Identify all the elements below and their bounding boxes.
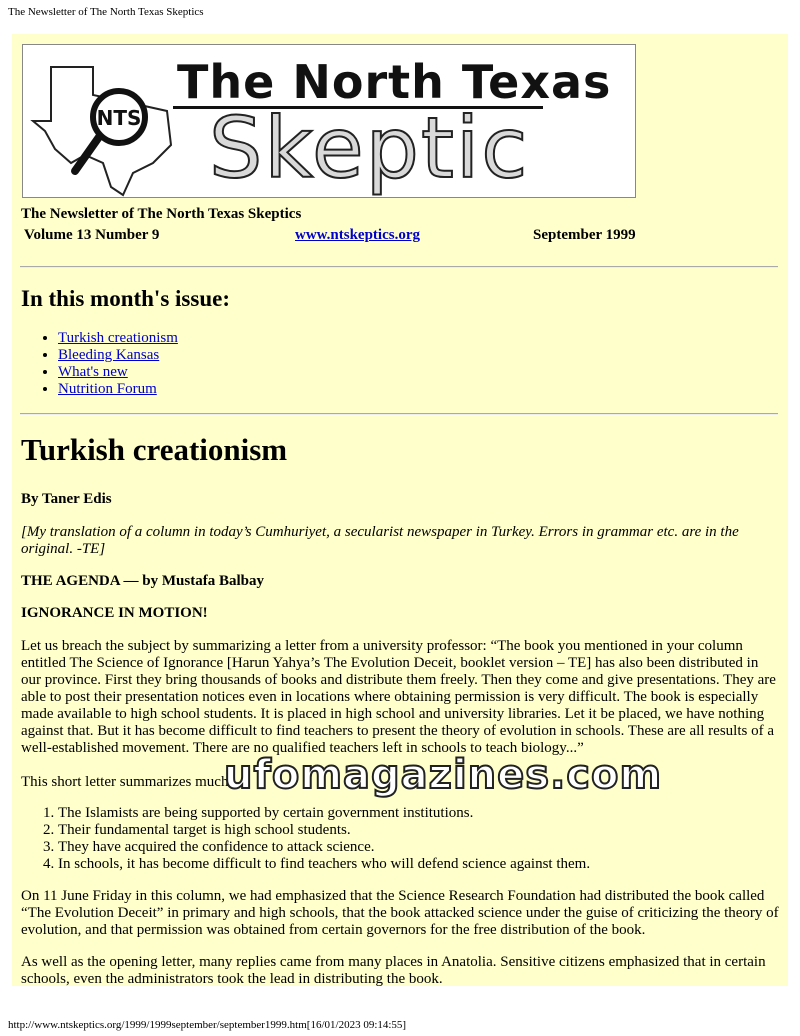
banner-title-line: The North Texas bbox=[177, 55, 612, 109]
toc-list bbox=[39, 330, 178, 398]
article-byline: By Taner Edis bbox=[21, 491, 112, 507]
print-header-title: The Newsletter of The North Texas Skeptics bbox=[8, 6, 204, 18]
summary-list-item: 2. Their fundamental target is high school students. bbox=[58, 822, 590, 839]
toc-link-turkish-creationism[interactable]: Turkish creationism bbox=[58, 330, 178, 346]
newsletter-page bbox=[12, 34, 788, 986]
article-paragraph: On 11 June Friday in this column, we had emphasized that the Science Research Foundation had distributed the book called “The Evolution Deceit” in primary and high schools, that the book attacked science under the guise of criticizing the theory of evolution, and that permission was obtained from certain governors for the free distribution of the book. bbox=[21, 888, 779, 938]
divider-rule bbox=[20, 266, 778, 268]
article-title: Turkish creationism bbox=[21, 432, 288, 467]
summary-list-item: 3. They have acquired the confidence to attack science. bbox=[58, 839, 590, 856]
article-paragraph: This short letter summarizes much bbox=[21, 774, 229, 790]
article-subhead: IGNORANCE IN MOTION! bbox=[21, 605, 208, 621]
toc-link-whats-new[interactable]: What's new bbox=[58, 364, 128, 380]
website-link[interactable]: www.ntskeptics.org bbox=[295, 227, 421, 243]
masthead-banner bbox=[22, 44, 636, 198]
print-footer-url: http://www.ntskeptics.org/1999/1999september/september1999.htm[16/01/2023 09:14:55] bbox=[8, 1019, 407, 1031]
toc-item bbox=[58, 347, 178, 364]
volume-number: Volume 13 Number 9 bbox=[24, 227, 160, 243]
translator-note: [My translation of a column in today’s Cumhuriyet, a secularist newspaper in Turkey. Errors in grammar etc. are in the original. -TE] bbox=[21, 524, 739, 557]
watermark-text: ufomagazines.com bbox=[224, 752, 663, 798]
issue-date: September 1999 bbox=[533, 227, 636, 243]
toc-link-bleeding-kansas[interactable]: Bleeding Kansas bbox=[58, 347, 160, 363]
banner-title-big: Skeptic bbox=[209, 99, 530, 197]
toc-link-nutrition-forum[interactable]: Nutrition Forum bbox=[58, 381, 157, 397]
nts-logo-text: NTS bbox=[96, 106, 142, 130]
toc-heading: In this month's issue: bbox=[21, 286, 230, 311]
summary-list bbox=[39, 805, 590, 873]
column-heading: THE AGENDA — by Mustafa Balbay bbox=[21, 573, 264, 589]
newsletter-name: The Newsletter of The North Texas Skeptics bbox=[21, 206, 302, 222]
summary-list-item: 4. In schools, it has become difficult to find teachers who will defend science against them. bbox=[58, 856, 590, 873]
toc-item bbox=[58, 330, 178, 347]
toc-item bbox=[58, 364, 178, 381]
divider-rule bbox=[20, 413, 778, 415]
toc-item bbox=[58, 381, 178, 398]
summary-list-item: 1. The Islamists are being supported by certain government institutions. bbox=[58, 805, 590, 822]
article-paragraph: As well as the opening letter, many replies came from many places in Anatolia. Sensitive citizens emphasized that in certain schools, even the administrators took the lead in distributing the book. bbox=[21, 954, 766, 986]
article-paragraph: Let us breach the subject by summarizing a letter from a university professor: “The book you mentioned in your column entitled The Science of Ignorance [Harun Yahya’s The Evolution Deceit, booklet version – TE] has also been distributed in our province. First they bring thousands of books and distribute them freely. Then they come and give presentations. They are able to post their presentation notices even in locations where obtaining permission is very difficult. The book is especially made available to high school students. It is placed in high school and university libraries. Let it be placed, we have nothing against that. But it has become difficult to find teachers to present the theory of evolution in schools. These are all results of a well-established movement. There are no qualified teachers left in schools to teach biology...” bbox=[21, 638, 776, 756]
